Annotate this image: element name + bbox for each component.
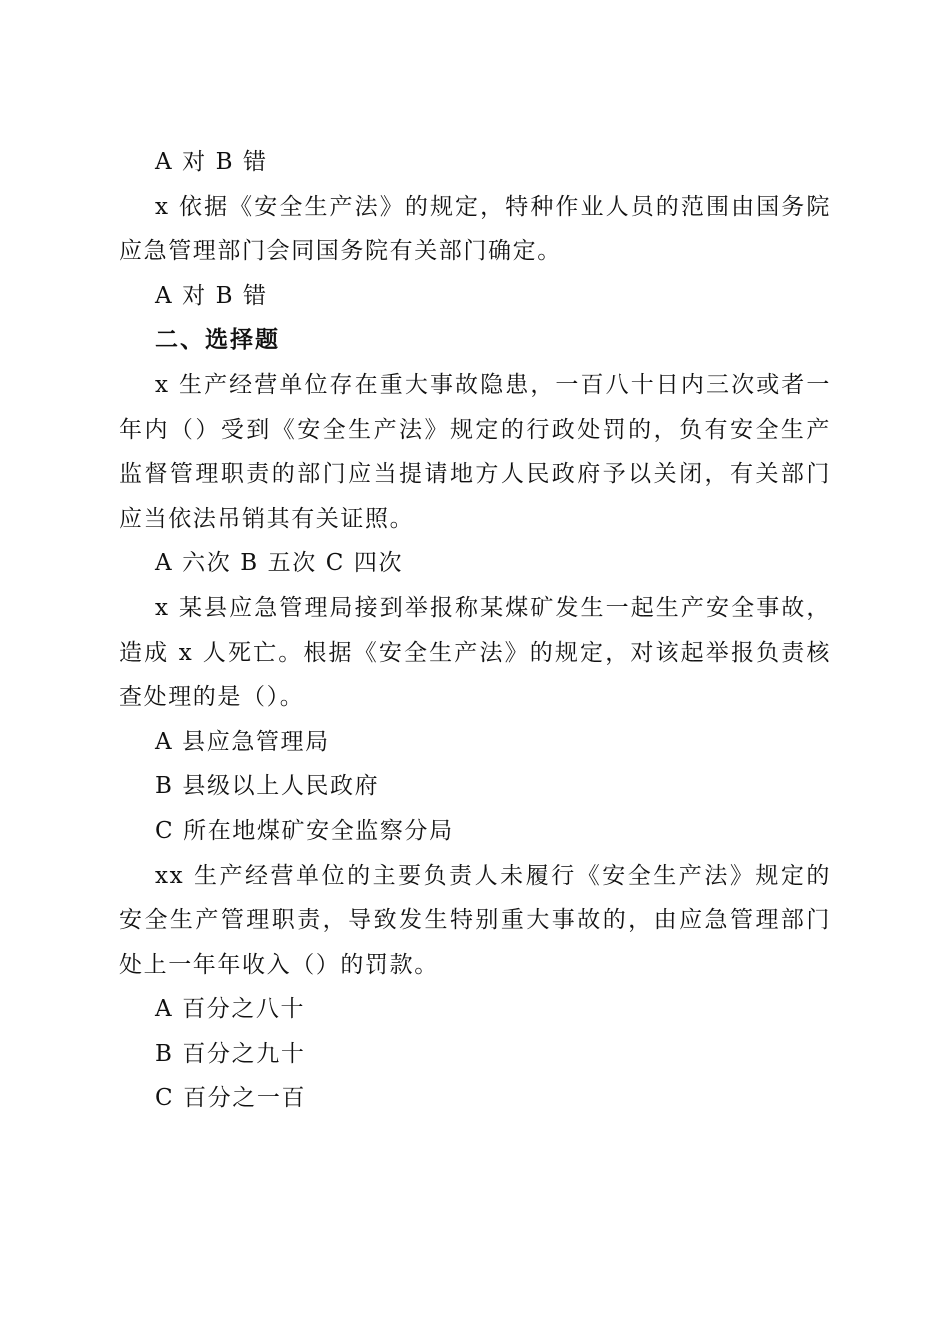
answer-options-true-false-1: A 对 B 错: [155, 149, 268, 175]
answer-option-b-ninety-percent: B 百分之九十: [155, 1040, 306, 1067]
question-principal-fine: xx 生产经营单位的主要负责人未履行《安全生产法》规定的安全生产管理职责，导致发生特别重大事故的，由应急管理部门处上一年年收入（）的罚款。: [119, 862, 831, 978]
answer-option-a-eighty-percent: A 百分之八十: [155, 996, 306, 1023]
answer-option-b-county-government: B 县级以上人民政府: [155, 773, 380, 800]
document-body: [119, 140, 831, 1121]
answer-option-a-county-bureau: A 县应急管理局: [155, 728, 330, 755]
question-major-hazard-penalty: x 生产经营单位存在重大事故隐患，一百八十日内三次或者一年内（）受到《安全生产法》规定的行政处罚的，负有安全生产监督管理职责的部门应当提请地方人民政府予以关闭，有关部门应当依法吊销其有关证照。: [119, 371, 831, 532]
question-special-operators: x 依据《安全生产法》的规定，特种作业人员的范围由国务院应急管理部门会同国务院有关部门确定。: [119, 193, 831, 265]
answer-options-true-false-2: A 对 B 错: [155, 282, 268, 309]
question-report-verification: x 某县应急管理局接到举报称某煤矿发生一起生产安全事故，造成 x 人死亡。根据《安全生产法》的规定，对该起举报负责核查处理的是（）。: [119, 594, 831, 711]
answer-option-c-mine-supervision: C 所在地煤矿安全监察分局: [155, 817, 454, 844]
section-heading-multiple-choice: 二、选择题: [155, 327, 280, 354]
answer-option-c-hundred-percent: C 百分之一百: [155, 1085, 307, 1112]
answer-options-penalty-count: A 六次 B 五次 C 四次: [155, 550, 404, 577]
